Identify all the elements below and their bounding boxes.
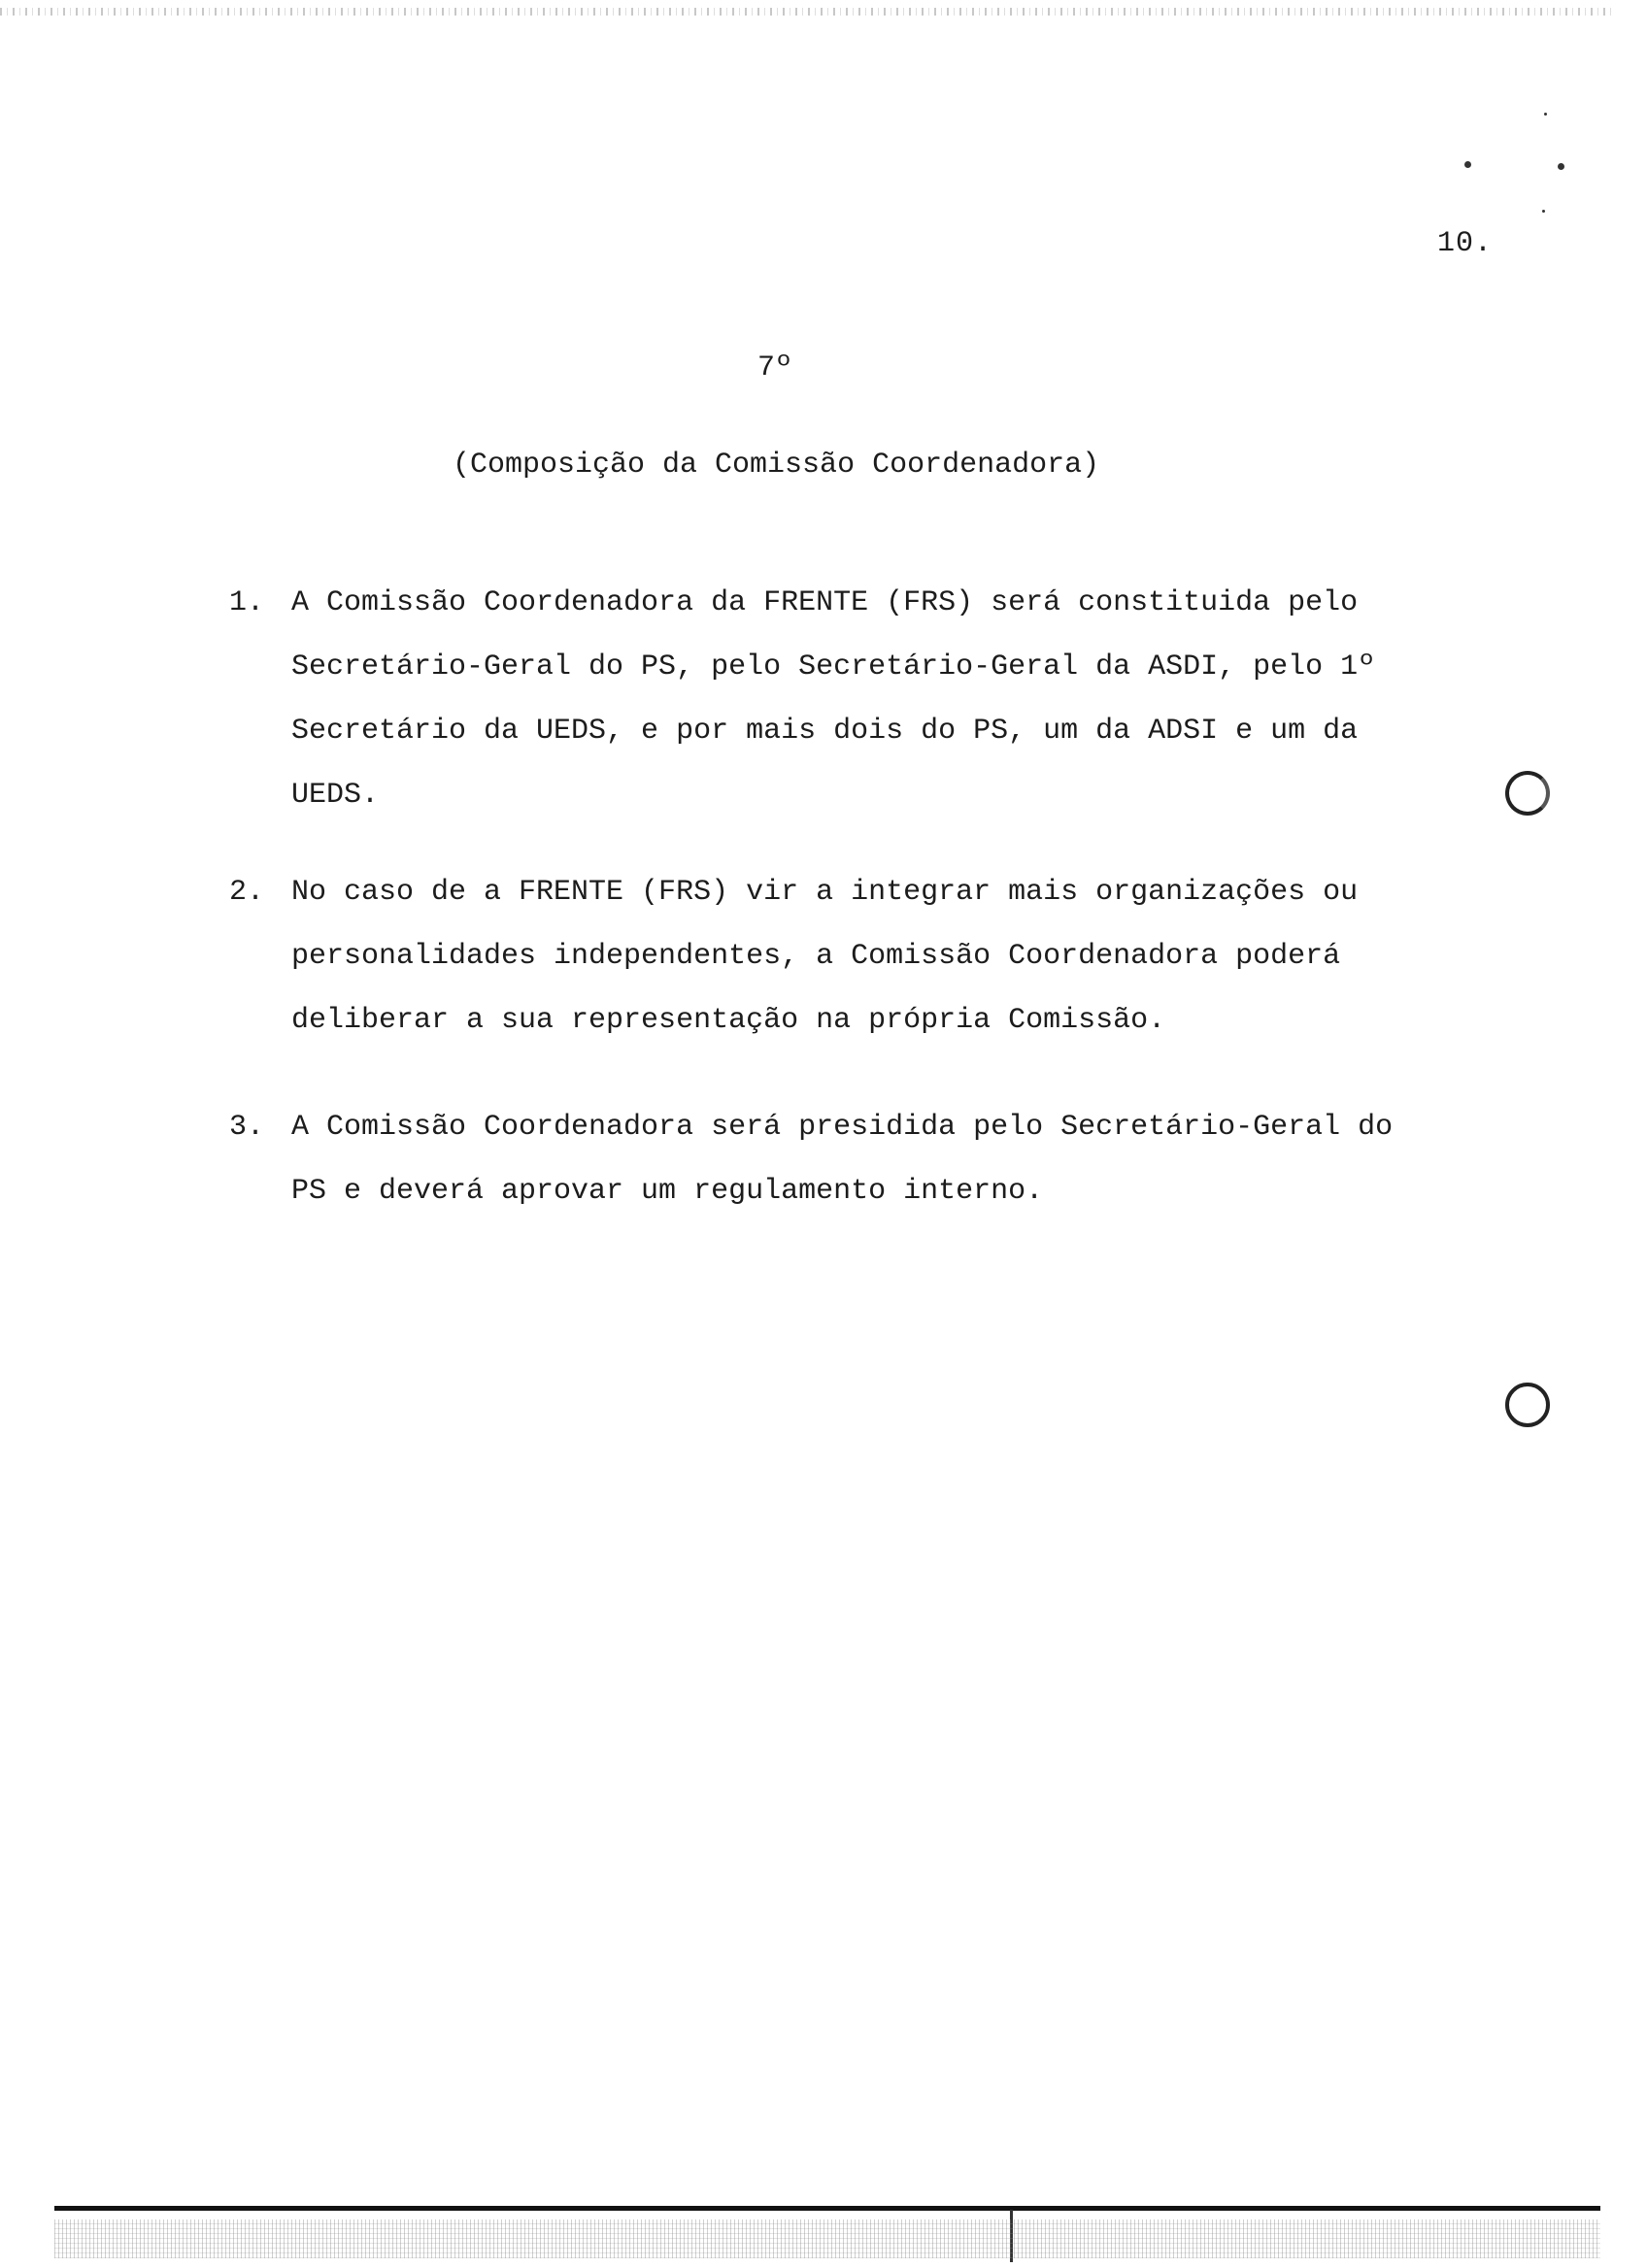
scan-top-edge-noise bbox=[0, 8, 1612, 16]
clause-number: 1. bbox=[229, 586, 265, 619]
scan-speck bbox=[1544, 113, 1547, 116]
scan-bottom-edge-noise bbox=[54, 2219, 1600, 2258]
scan-speck bbox=[1558, 163, 1564, 170]
clause-line: A Comissão Coordenadora da FRENTE (FRS) será constituida pelo bbox=[291, 586, 1359, 619]
clause-line: A Comissão Coordenadora será presidida pelo Secretário-Geral do bbox=[291, 1111, 1394, 1144]
clause-line: PS e deverá aprovar um regulamento interno. bbox=[291, 1175, 1044, 1208]
punch-hole bbox=[1505, 1383, 1550, 1427]
clause-line: deliberar a sua representação na própria Comissão. bbox=[291, 1004, 1166, 1037]
clause-line: UEDS. bbox=[291, 779, 380, 812]
page-number: 10. bbox=[1437, 227, 1494, 260]
bottom-rule bbox=[54, 2206, 1600, 2211]
clause-number: 3. bbox=[229, 1111, 265, 1144]
clause-line: personalidades independentes, a Comissão Coordenadora poderá bbox=[291, 940, 1341, 973]
scan-speck bbox=[1542, 210, 1545, 213]
clause-line: Secretário-Geral do PS, pelo Secretário-Geral da ASDI, pelo 1º bbox=[291, 650, 1376, 684]
clause-number: 2. bbox=[229, 876, 265, 909]
clause-line: Secretário da UEDS, e por mais dois do PS, um da ADSI e um da bbox=[291, 715, 1359, 748]
article-number: 7º bbox=[757, 351, 793, 384]
clause-line: No caso de a FRENTE (FRS) vir a integrar mais organizações ou bbox=[291, 876, 1359, 909]
punch-hole bbox=[1505, 771, 1550, 816]
article-title: (Composição da Comissão Coordenadora) bbox=[453, 449, 1100, 482]
scan-speck bbox=[1464, 161, 1471, 168]
